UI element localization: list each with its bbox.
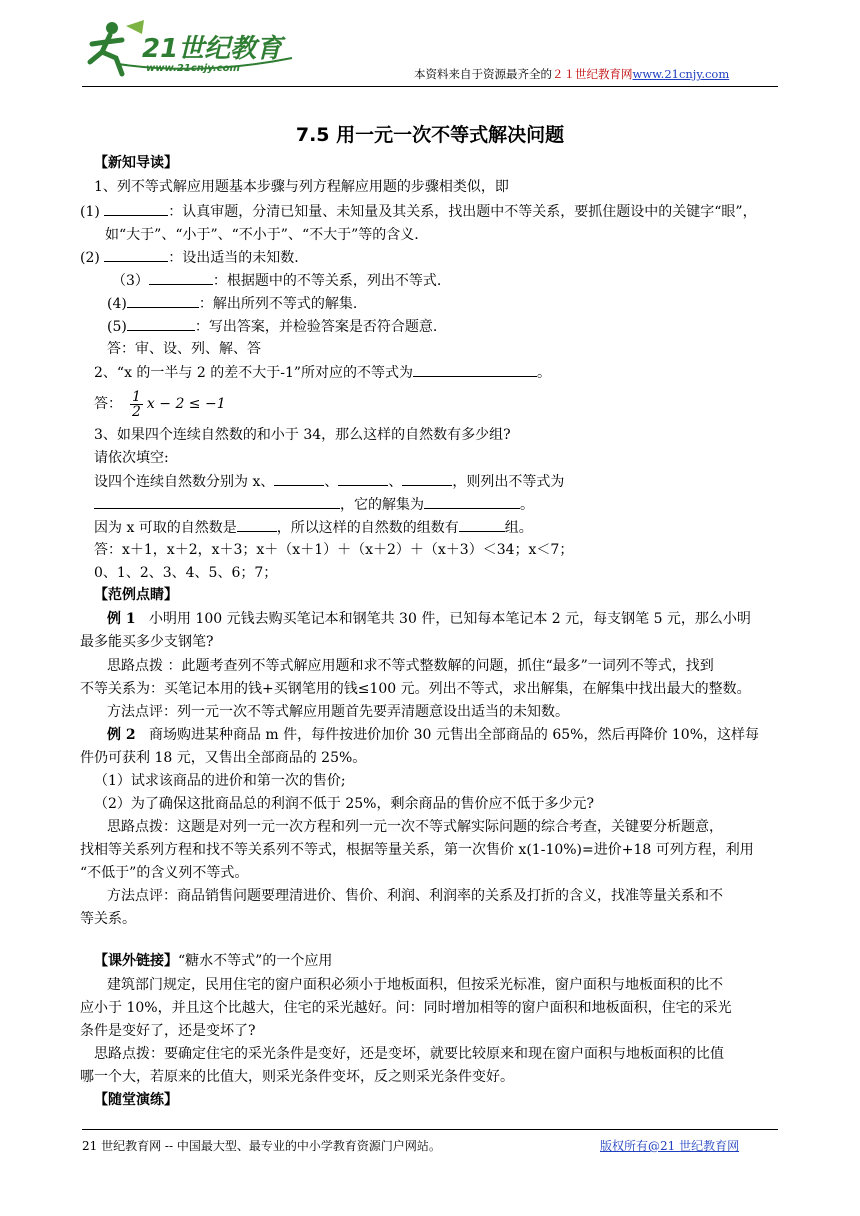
blank-field (94, 494, 340, 509)
source-site[interactable]: ２１世纪教育网 (552, 67, 633, 81)
text-line: 因为 x 可取的自然数是 ，所以这样的自然数的组数有 组。 (94, 517, 533, 538)
text-line: (5) ：写出答案，并检验答案是否符合题意. (107, 316, 437, 337)
section-extension: 【课外链接】“糖水不等式”的一个应用 (94, 953, 333, 969)
text-line: （1）试求该商品的进价和第一次的售价; (94, 773, 346, 789)
text-line: 1、列不等式解应用题基本步骤与列方程解应用题的步骤相类似，即 (94, 179, 509, 195)
text-line: 请依次填空: (94, 450, 169, 466)
text-line: 哪一个大，若原来的比值大，则采光条件变坏，反之则采光条件变好。 (80, 1069, 514, 1085)
answer-formula: 答： $\frac{1}{2}$ x − 2 ≤ −1 (94, 388, 226, 420)
text-line: 2、“x 的一半与 2 的差不大于-1”所对应的不等式为 。 (94, 362, 551, 383)
section-examples: 【范例点睛】 (94, 587, 178, 603)
text-line: 件仍可获利 18 元，又售出全部商品的 25%。 (80, 750, 367, 766)
text-line: (1) ：认真审题，分清已知量、未知量及其关系，找出题中不等关系，要抓住题设中的关键字“眼”， (80, 201, 757, 222)
text-line: 应小于 10%，并且这个比越大，住宅的采光越好。问：同时增加相等的窗户面积和地板面积，住宅的采光 (80, 1000, 732, 1016)
source-url-link[interactable]: www.21cnjy.com (632, 67, 730, 81)
text-line: 3、如果四个连续自然数的和小于 34，那么这样的自然数有多少组? (94, 427, 511, 443)
text-line: （2）为了确保这批商品总的利润不低于 25%，剩余商品的售价应不低于多少元? (94, 796, 594, 812)
text-line: 建筑部门规定，民用住宅的窗户面积必须小于地板面积，但按采光标准，窗户面积与地板面积的比不 (107, 977, 723, 993)
blank-field (413, 362, 537, 377)
source-prefix: 本资料来自于资源最齐全的 (414, 67, 552, 81)
text-line: 设四个连续自然数分别为 x、 、 、 ，则列出不等式为 (94, 471, 564, 492)
blank-field (237, 517, 277, 532)
footer-divider (82, 1129, 778, 1130)
text-line: 思路点拨：这题是对列一元一次方程和列一元一次不等式解实际问题的综合考查，关键要分析题意， (107, 819, 723, 835)
blank-field (459, 517, 505, 532)
text-line: 最多能买多少支钢笔? (80, 634, 214, 650)
answer-line: 答：x＋1，x＋2，x＋3；x＋（x＋1）＋（x＋2）＋（x＋3）＜34；x＜7； (94, 542, 574, 558)
section-practice: 【随堂演练】 (94, 1092, 178, 1108)
text-line: 等关系。 (80, 911, 136, 927)
blank-field (424, 494, 520, 509)
blank-field (338, 471, 388, 486)
blank-field (127, 293, 199, 308)
text-line: （3） ：根据题中的不等关系，列出不等式. (112, 270, 441, 291)
footer-text: 21 世纪教育网 -- 中国最大型、最专业的中小学教育资源门户网站。 (82, 1139, 441, 1153)
logo-text: 21世纪教育 (142, 34, 283, 64)
text-line: 如“大于”、“小于”、“不小于”、“不大于”等的含义. (105, 227, 419, 243)
page-title: 7.5 用一元一次不等式解决问题 (295, 124, 565, 146)
blank-field (127, 316, 195, 331)
header-divider (82, 86, 778, 87)
text-line: 找相等关系列方程和找不等关系列不等式，根据等量关系，第一次售价 x(1-10%)=进价+18 可列方程，利用 (80, 842, 754, 858)
footer-copyright-link[interactable]: 版权所有@21 世纪教育网 (600, 1139, 740, 1153)
text-line: “不低于”的含义列不等式。 (80, 865, 249, 881)
text-line: 思路点拨 ：此题考查列不等式解应用题和求不等式整数解的问题，抓住“最多”一词列不等式，找到 (107, 658, 714, 674)
text-line: 方法点评：列一元一次不等式解应用题首先要弄清题意设出适当的未知数。 (107, 704, 569, 720)
text-line: 思路点拨：要确定住宅的采光条件是变好，还是变坏，就要比较原来和现在窗户面积与地板面积的比值 (94, 1046, 724, 1062)
answer-line: 0、1、2、3、4、5、6；7； (94, 565, 278, 581)
section-new-knowledge: 【新知导读】 (94, 155, 178, 171)
text-line: ，它的解集为 。 (94, 494, 534, 515)
example-2: 例 2 商场购进某种商品 m 件，每件按进价加价 30 元售出全部商品的 65%，然后再降价 10%，这样每 (107, 727, 760, 743)
example-1: 例 1 小明用 100 元钱去购买笔记本和钢笔共 30 件，已知每本笔记本 2 元，每支钢笔 5 元，那么小明 (107, 611, 751, 627)
blank-field (274, 471, 324, 486)
text-line: (4) ：解出所列不等式的解集. (107, 293, 357, 314)
text-line: 不等关系为：买笔记本用的钱+买钢笔用的钱≤100 元。列出不等式，求出解集，在解集中找出最大的整数。 (80, 681, 751, 697)
blank-field (402, 471, 452, 486)
blank-field (104, 201, 168, 216)
logo-url: www.21cnjy.com (146, 63, 240, 74)
text-line: (2) ：设出适当的未知数. (80, 247, 299, 268)
blank-field (149, 270, 213, 285)
answer-line: 答：审、设、列、解、答 (107, 341, 261, 357)
blank-field (104, 247, 168, 262)
header-source (414, 66, 729, 82)
text-line: 方法点评：商品销售问题要理清进价、售价、利润、利润率的关系及打折的含义，找准等量关系和不 (107, 888, 723, 904)
text-line: 条件是变好了，还是变坏了? (80, 1023, 256, 1039)
